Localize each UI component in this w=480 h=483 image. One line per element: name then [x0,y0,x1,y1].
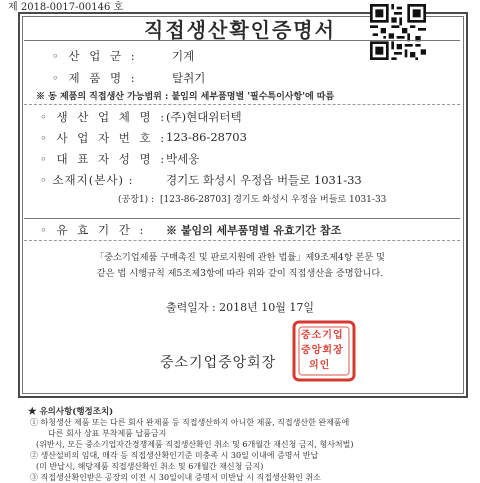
factory-value: [123-86-28703] 경기도 화성시 우정읍 버들로 1031-33 [160,195,387,205]
product-label: ◦ 제 품 명 : [52,71,138,85]
legal-basis-line-2: 같은 법 시행규칙 제5조제3항에 따라 위와 같이 직접생산을 증명합니다. [96,268,384,279]
note-item-1: ① 하청생산 제품 또는 다른 회사 완제품 등 직접생산하지 아니한 제품, 직접생산한 완제품에 [30,418,350,427]
note-item-2b: (미 반납시, 해당제품 직접생산확인 취소 및 6개월간 재신청 금지) [36,462,264,471]
ceo-value: 박세웅 [166,152,200,166]
validity-label: ◦ 유 효 기 간 : [40,223,147,237]
industry-label: ◦ 산 업 군 : [52,49,138,63]
legal-basis-line-1: 「중소기업제품 구매촉진 및 판로지원에 관한 법률」제9조제4항 본문 및 [94,252,386,263]
company-label: ◦ 생 산 업 체 명 : [40,110,168,124]
validity-divider [24,240,460,241]
note-item-3: ③ 직접생산확인받은 공장의 이전 시 30일이내 증명서 미반납 시 직접생산확인 취소 [30,473,321,482]
address-label: ◦ 소재지(본사) : [40,173,134,187]
seal-text-2: 중앙회장 [301,345,344,356]
business-number-value: 123-86-28703 [166,130,247,144]
issuer-name: 중소기업중앙회장 [160,355,277,371]
note-item-1c: (위반시, 모든 중소기업자간경쟁제품 직접생산확인 취소 및 6개월간 재신청 금지, 형사처벌) [36,440,354,449]
production-scope-note: ※ 동 제품의 직접생산 가능범위 : 붙임의 세부품명별 '필수특이사항'에 따름 [36,92,335,102]
industry-value: 기계 [172,49,195,63]
print-date: 출력일자 : 2018년 10월 17일 [165,301,315,314]
document-number: 제 2018-0017-00146 호 [8,2,124,13]
section-divider [24,218,460,219]
validity-value: ※ 붙임의 세부품명별 유효기간 참조 [166,224,342,237]
seal-text-1: 중소기업 [301,330,344,341]
business-number-label: ◦ 사 업 자 번 호 : [40,131,168,145]
certificate-title: 직접생산확인증명서 [144,18,336,42]
note-item-2: ② 생산설비의 임대, 매각 등 직접생산확인기준 미충족 시 30일 이내에 증명서 반납 [30,451,319,460]
note-divider [24,104,460,105]
ceo-label: ◦ 대 표 자 성 명 : [40,152,168,166]
seal-text-3: 의인 [309,360,331,371]
factory-label: (공장1) : [118,195,155,205]
official-seal [292,320,356,382]
note-item-1b: 다른 회사 상표 부착제품 납품금지 [48,429,167,438]
product-value: 탈취기 [172,71,206,85]
notes-title: ★ 유의사항(행정조치) [28,407,114,417]
address-value: 경기도 화성시 우정읍 버들로 1031-33 [166,173,362,187]
company-value: (주)현대위터텍 [166,110,242,124]
title-divider [24,40,460,41]
